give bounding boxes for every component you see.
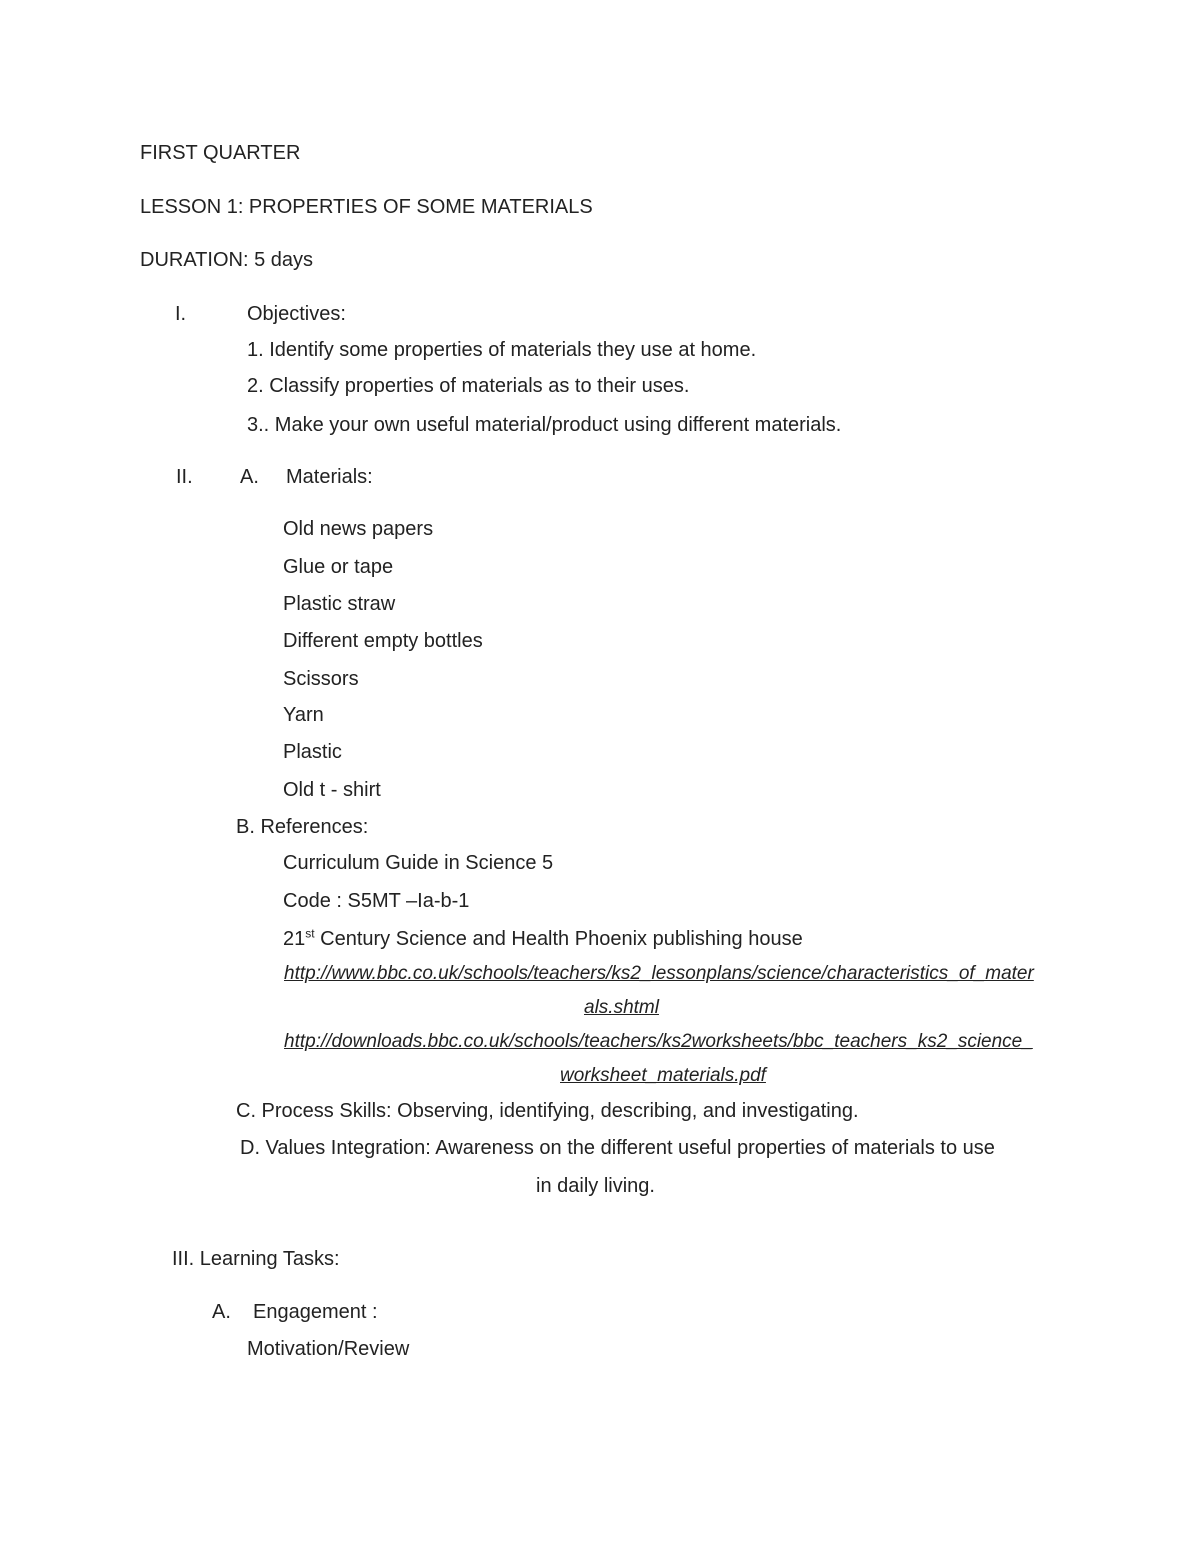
section-numeral: II. xyxy=(176,466,193,488)
book-title: Century Science and Health Phoenix publishing house xyxy=(314,928,803,950)
materials-letter: A. xyxy=(240,466,259,488)
quarter-title: FIRST QUARTER xyxy=(140,142,301,164)
material-item: Scissors xyxy=(283,668,359,690)
reference-link-1[interactable]: http://www.bbc.co.uk/schools/teachers/ks2_lessonplans/science/characteristics_of_mater xyxy=(284,963,1034,984)
reference-item: Curriculum Guide in Science 5 xyxy=(283,852,554,874)
reference-link-2-cont[interactable]: worksheet_materials.pdf xyxy=(560,1065,766,1086)
reference-link-1-cont[interactable]: als.shtml xyxy=(584,997,659,1018)
reference-book xyxy=(283,927,803,951)
reference-item: Code : S5MT –Ia-b-1 xyxy=(283,890,470,912)
book-number: 21 xyxy=(283,928,306,950)
reference-link-2[interactable]: http://downloads.bbc.co.uk/schools/teachers/ks2worksheets/bbc_teachers_ks2_science_ xyxy=(284,1031,1033,1052)
book-superscript: st xyxy=(305,926,315,941)
material-item: Glue or tape xyxy=(283,556,394,578)
objective-item: 2. Classify properties of materials as to their uses. xyxy=(247,375,690,397)
engagement-letter: A. xyxy=(212,1301,231,1323)
learning-tasks-heading: III. Learning Tasks: xyxy=(172,1248,340,1270)
process-skills: C. Process Skills: Observing, identifying, describing, and investigating. xyxy=(236,1100,859,1122)
values-integration: D. Values Integration: Awareness on the different useful properties of materials to use xyxy=(240,1137,995,1159)
objective-item: 3.. Make your own useful material/product using different materials. xyxy=(247,414,842,436)
section-numeral: I. xyxy=(175,303,187,325)
material-item: Plastic xyxy=(283,741,342,763)
objective-item: 1. Identify some properties of materials they use at home. xyxy=(247,339,757,361)
duration: DURATION: 5 days xyxy=(140,249,313,271)
engagement-heading: Engagement : xyxy=(253,1301,378,1323)
references-heading: B. References: xyxy=(236,816,369,838)
lesson-title: LESSON 1: PROPERTIES OF SOME MATERIALS xyxy=(140,196,593,218)
material-item: Yarn xyxy=(283,704,324,726)
material-item: Old t - shirt xyxy=(283,779,381,801)
material-item: Old news papers xyxy=(283,518,434,540)
objectives-heading: Objectives: xyxy=(247,303,346,325)
materials-heading: Materials: xyxy=(286,466,373,488)
motivation-review: Motivation/Review xyxy=(247,1338,410,1360)
material-item: Plastic straw xyxy=(283,593,396,615)
values-integration-cont: in daily living. xyxy=(536,1175,655,1197)
material-item: Different empty bottles xyxy=(283,630,483,652)
